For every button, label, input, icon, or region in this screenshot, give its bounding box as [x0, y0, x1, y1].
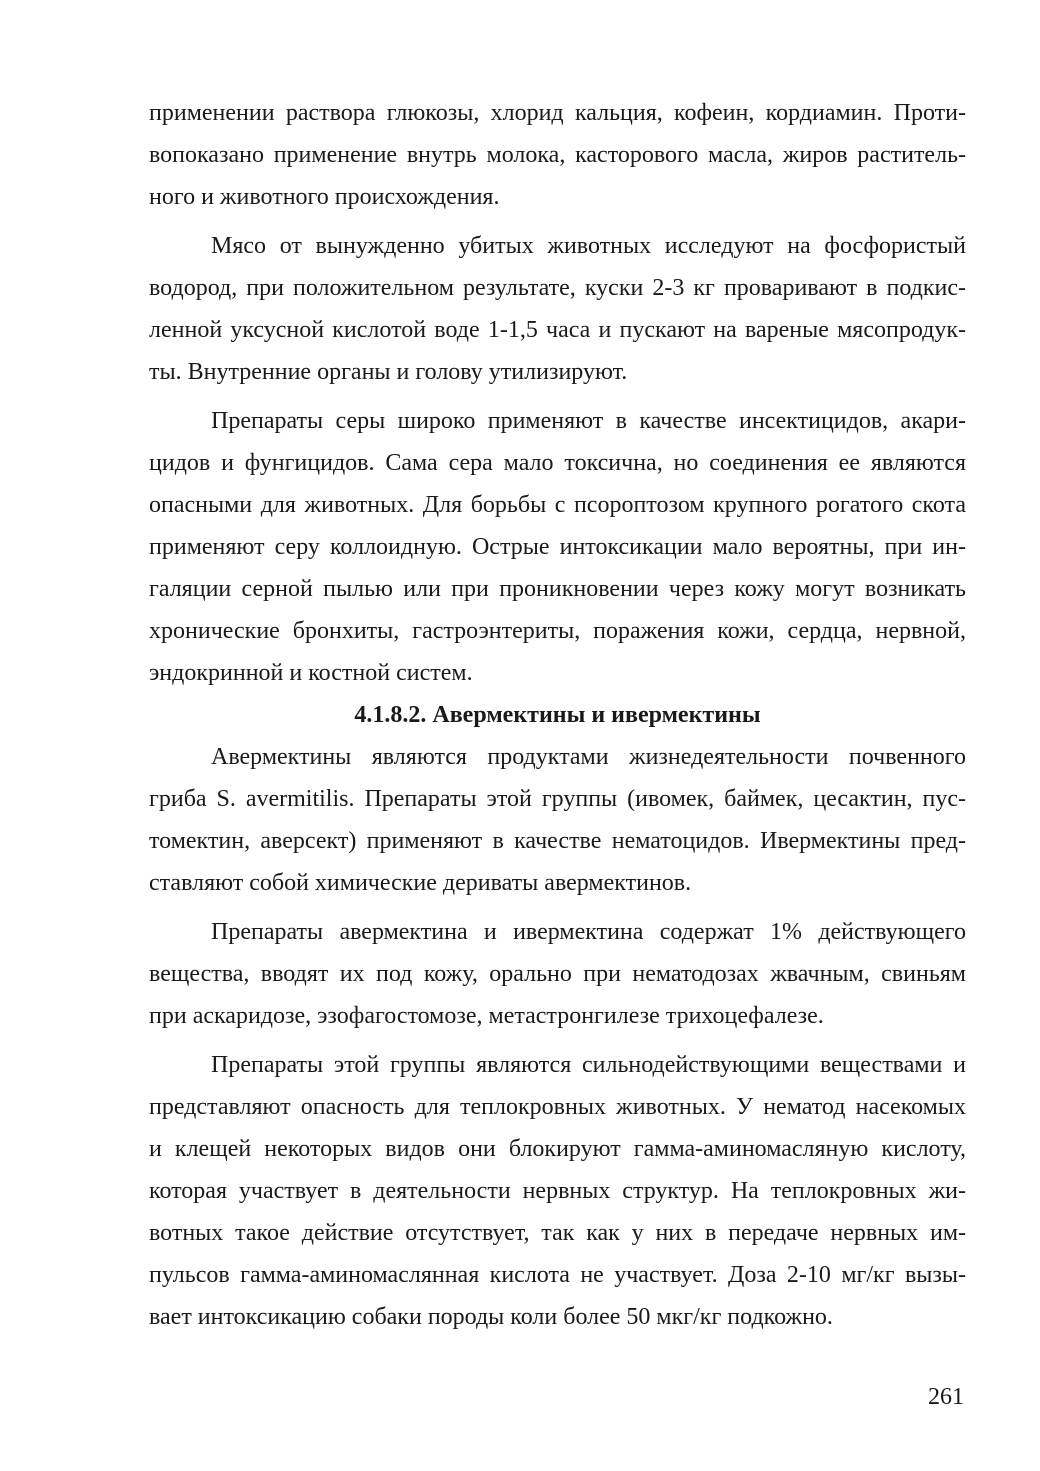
text-line: ты. Внутренние органы и голову утилизируют.	[149, 359, 628, 385]
text-line: вает интоксикацию собаки породы коли более 50 мкг/кг подкожно.	[149, 1304, 833, 1330]
text-line: представляют опасность для теплокровных животных. У нематод насекомых	[149, 1094, 966, 1120]
text-line: Препараты серы широко применяют в качестве инсектицидов, акари-	[211, 408, 966, 434]
text-line: опасными для животных. Для борьбы с псороптозом крупного рогатого скота	[149, 492, 966, 518]
text-line: применении раствора глюкозы, хлорид кальция, кофеин, кордиамин. Проти-	[149, 100, 966, 126]
text-line: применяют серу коллоидную. Острые интоксикации мало вероятны, при ин-	[149, 534, 966, 560]
text-line: эндокринной и костной систем.	[149, 660, 473, 686]
page-number: 261	[928, 1384, 964, 1410]
text-line: ного и животного происхождения.	[149, 184, 500, 210]
text-line: цидов и фунгицидов. Сама сера мало токсична, но соединения ее являются	[149, 450, 966, 476]
text-line: водород, при положительном результате, куски 2-3 кг проваривают в подкис-	[149, 275, 966, 301]
paragraph-3	[149, 400, 966, 694]
text-line: вопоказано применение внутрь молока, касторового масла, жиров раститель-	[149, 142, 966, 168]
paragraph-4	[149, 736, 966, 904]
text-line: ленной уксусной кислотой воде 1-1,5 часа и пускают на вареные мясопродук-	[149, 317, 966, 343]
text-block	[149, 92, 966, 1338]
paragraph-2	[149, 225, 966, 393]
section-heading: 4.1.8.2. Авермектины и ивермектины	[354, 702, 761, 728]
text-line: при аскаридозе, эзофагостомозе, метастронгилезе трихоцефалезе.	[149, 1003, 824, 1029]
text-line: галяции серной пылью или при проникновении через кожу могут возникать	[149, 576, 966, 602]
text-line: Авермектины являются продуктами жизнедеятельности почвенного	[211, 744, 966, 770]
text-line: Препараты авермектина и ивермектина содержат 1% действующего	[211, 919, 966, 945]
text-line: гриба S. avermitilis. Препараты этой группы (ивомек, баймек, цесактин, пус-	[149, 786, 966, 812]
paragraph-6	[149, 1044, 966, 1338]
text-line: хронические бронхиты, гастроэнтериты, поражения кожи, сердца, нервной,	[149, 618, 966, 644]
text-line: томектин, аверсект) применяют в качестве нематоцидов. Ивермектины пред-	[149, 828, 966, 854]
text-line: вотных такое действие отсутствует, так как у них в передаче нервных им-	[149, 1220, 966, 1246]
text-line: которая участвует в деятельности нервных структур. На теплокровных жи-	[149, 1178, 966, 1204]
text-line: вещества, вводят их под кожу, орально при нематодозах жвачным, свиньям	[149, 961, 966, 987]
text-line: Мясо от вынужденно убитых животных исследуют на фосфористый	[211, 233, 966, 259]
text-line: Препараты этой группы являются сильнодействующими веществами и	[211, 1052, 966, 1078]
text-line: пульсов гамма-аминомасляннaя кислота не участвует. Доза 2-10 мг/кг вызы-	[149, 1262, 966, 1288]
text-line: и клещей некоторых видов они блокируют гамма-аминомасляную кислоту,	[149, 1136, 966, 1162]
paragraph-1	[149, 92, 966, 218]
paragraph-5	[149, 911, 966, 1037]
text-line: ставляют собой химические дериваты авермектинов.	[149, 870, 692, 896]
